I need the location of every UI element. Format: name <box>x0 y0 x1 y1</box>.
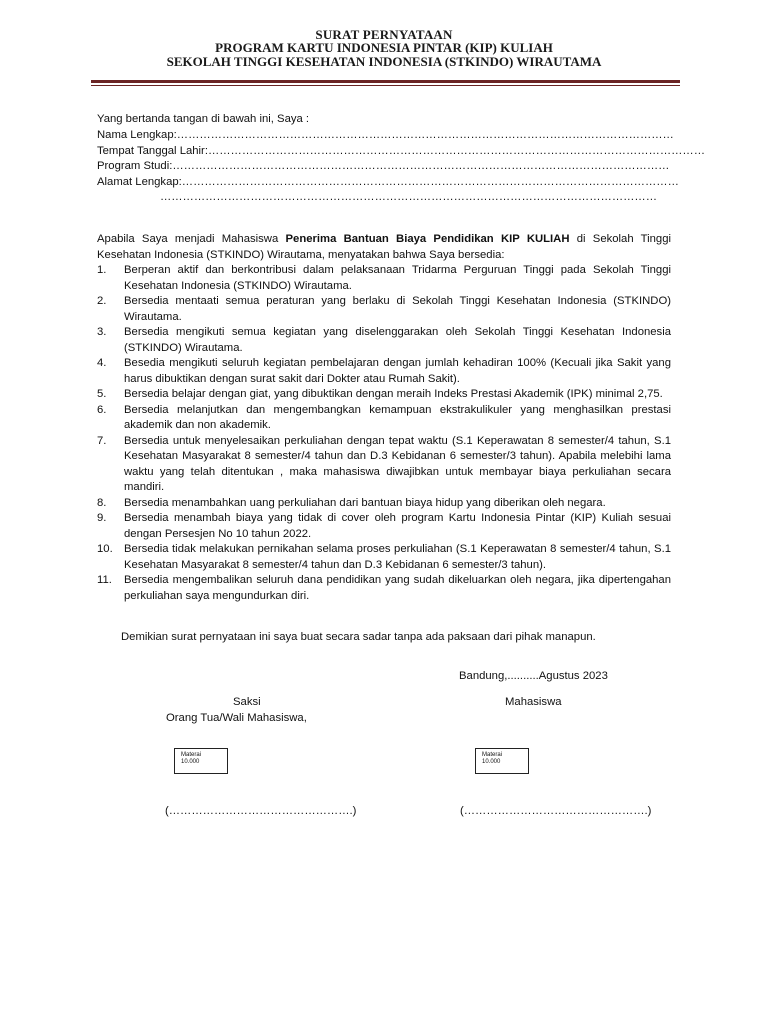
statement-paragraph <box>97 232 671 263</box>
item-text: Bersedia melanjutkan dan mengembangkan kemampuan ekstrakulikuler yang menghasilkan prestasi akademik dan non akademik. <box>124 403 671 431</box>
item-number: 11. <box>97 574 112 586</box>
field-blank: …………………………………………………………………………………………………………………… <box>181 175 679 188</box>
list-item <box>97 511 671 542</box>
stamp-value: 10.000 <box>482 759 501 765</box>
list-item <box>97 325 671 356</box>
closing-statement: Demikian surat pernyataan ini saya buat secara sadar tanpa ada paksaan dari pihak manapun. <box>121 631 596 643</box>
list-item <box>97 542 671 573</box>
field-colon: : <box>169 160 173 172</box>
item-text: Berperan aktif dan berkontribusi dalam pelaksanaan Tridarma Perguruan Tinggi pada Sekolah Tinggi Kesehatan Indonesia (STKINDO) Wirautama. <box>124 264 671 292</box>
field-row <box>97 190 657 206</box>
item-text: Bersedia menambahkan uang perkuliahan dari bantuan biaya hidup yang diberikan oleh negara. <box>124 496 606 509</box>
stamp-label: Materai <box>181 752 202 758</box>
item-number: 4. <box>97 357 107 369</box>
list-item <box>97 263 671 294</box>
parent-label: Orang Tua/Wali Mahasiswa, <box>166 712 307 724</box>
field-label: Nama Lengkap <box>97 129 174 141</box>
header-rule-thin <box>91 85 680 86</box>
field-label <box>97 190 156 206</box>
paragraph-bold: Penerima Bantuan Biaya Pendidikan KIP KULIAH <box>285 233 570 245</box>
item-text: Bersedia untuk menyelesaikan perkuliahan dengan tepat waktu (S.1 Keperawatan 8 semester/4 tahun, S.1 Kesehatan Masyarakat 8 semester/4 tahun dan D.3 Kebidanan 6 semester/3 tahun). Apabila melebihi lama waktu yang telah ditentukan , maka mahasiswa diwajibkan untuk membayar biaya perkuliahan secara mandiri. <box>124 434 671 493</box>
signature-line-student: (………………………………………….) <box>460 805 652 817</box>
header-program: PROGRAM KARTU INDONESIA PINTAR (KIP) KULIAH <box>215 40 553 55</box>
field-colon: : <box>204 144 208 157</box>
item-text: Bersedia mengikuti semua kegiatan yang diselenggarakan oleh Sekolah Tinggi Kesehatan Indonesia (STKINDO) Wirautama. <box>124 326 671 354</box>
field-label: Program Studi <box>97 160 170 172</box>
stamp-value: 10.000 <box>181 759 200 765</box>
place-date: Bandung,..........Agustus 2023 <box>459 670 608 682</box>
field-row <box>97 159 670 175</box>
item-number: 3. <box>97 326 107 338</box>
document-header <box>0 28 768 69</box>
field-row <box>97 128 674 144</box>
list-item <box>97 294 671 325</box>
list-item <box>97 496 671 512</box>
field-label: Tempat Tanggal Lahir <box>97 144 205 157</box>
item-text: Bersedia tidak melakukan pernikahan selama proses perkuliahan (S.1 Keperawatan 8 semester/4 tahun, S.1 Kesehatan Masyarakat 8 semester/4 tahun dan D.3 Kebidanan 6 semester/3 tahun). <box>124 543 671 571</box>
field-colon: : <box>178 175 182 188</box>
list-item <box>97 403 671 434</box>
field-blank: …………………………………………………………………………………………………………………… <box>172 160 670 172</box>
item-number: 5. <box>97 388 107 400</box>
field-row <box>97 175 679 191</box>
identity-fields <box>97 128 706 206</box>
paragraph-post: di Sekolah Tinggi Kesehatan Indonesia (STKINDO) Wirautama, menyatakan bahwa Saya bersedia: <box>97 233 672 261</box>
header-title: SURAT PERNYATAAN <box>315 27 453 42</box>
stamp-label: Materai <box>482 752 503 758</box>
paragraph-pre: Apabila Saya menjadi Mahasiswa <box>97 233 286 245</box>
list-item <box>97 356 671 387</box>
item-number: 2. <box>97 295 107 307</box>
list-item <box>97 387 671 403</box>
list-item <box>97 573 671 604</box>
commitment-list <box>97 263 671 604</box>
item-text: Besedia mengikuti seluruh kegiatan pembelajaran dengan jumlah kehadiran 100% (Kecuali jika Sakit yang harus dibuktikan dengan surat sakit dari Dokter atau Rumah Sakit). <box>124 357 671 385</box>
header-institution: SEKOLAH TINGGI KESEHATAN INDONESIA (STKINDO) WIRAUTAMA <box>166 54 602 69</box>
item-text: Bersedia mentaati semua peraturan yang berlaku di Sekolah Tinggi Kesehatan Indonesia (STKINDO) Wirautama. <box>124 295 671 323</box>
item-text: Bersedia mengembalikan seluruh dana pendidikan yang sudah dikeluarkan oleh negara, jika dipertengahan perkuliahan saya mengundurkan diri. <box>124 574 671 602</box>
item-number: 1. <box>97 264 107 276</box>
item-number: 10. <box>97 543 113 555</box>
witness-label: Saksi <box>233 696 261 708</box>
list-item <box>97 434 671 496</box>
field-blank: …………………………………………………………………………………………………………………… <box>159 191 657 203</box>
item-number: 9. <box>97 512 107 524</box>
item-number: 6. <box>97 403 107 416</box>
item-text: Bersedia menambah biaya yang tidak di cover oleh program Kartu Indonesia Pintar (KIP) Kuliah sesuai dengan Persesjen No 10 tahun 2022. <box>124 512 671 540</box>
stamp-box-student <box>475 748 529 774</box>
field-blank: …………………………………………………………………………………………………………………… <box>176 129 674 141</box>
stamp-box-witness <box>174 748 228 774</box>
field-blank: …………………………………………………………………………………………………………………… <box>207 144 706 157</box>
item-number: 7. <box>97 434 107 447</box>
item-text: Bersedia belajar dengan giat, yang dibuktikan dengan meraih Indeks Prestasi Akademik (IPK) minimal 2,75. <box>124 388 663 400</box>
intro-text: Yang bertanda tangan di bawah ini, Saya : <box>97 113 310 125</box>
field-label: Alamat Lengkap <box>97 175 179 188</box>
field-row <box>97 144 706 160</box>
item-number: 8. <box>97 496 107 509</box>
student-label: Mahasiswa <box>505 696 562 708</box>
signature-line-witness: (………………………………………….) <box>165 805 357 817</box>
header-rule-thick <box>91 80 680 83</box>
field-colon: : <box>173 129 177 141</box>
